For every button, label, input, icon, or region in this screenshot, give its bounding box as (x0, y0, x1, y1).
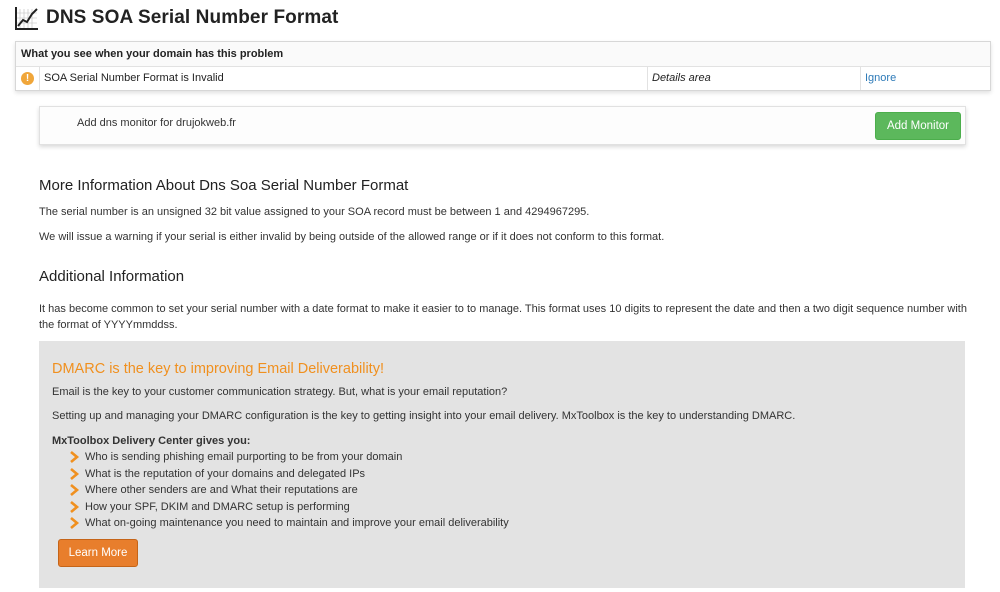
page-header (14, 4, 338, 32)
list-item: Where other senders are and What their reputations are (69, 482, 509, 499)
list-item: What on-going maintenance you need to maintain and improve your email deliverability (69, 515, 509, 532)
more-info-paragraph: The serial number is an unsigned 32 bit value assigned to your SOA record must be between 1 and 4294967295. (39, 206, 590, 218)
list-item: Who is sending phishing email purporting to be from your domain (69, 449, 509, 466)
benefits-list (69, 449, 509, 532)
chevron-right-icon (69, 468, 80, 480)
additional-info-paragraph: It has become common to set your serial number with a date format to make it easier to to manage. This format uses 10 digits to represent the date and then a two digit sequence number with the format of YYYYmmddss. (39, 303, 967, 331)
table-row (16, 67, 990, 90)
learn-more-button[interactable]: Learn More (58, 539, 138, 567)
delivery-center-title: MxToolbox Delivery Center gives you: (52, 435, 251, 447)
ignore-link[interactable]: Ignore (865, 72, 897, 84)
more-info-title: More Information About Dns Soa Serial Number Format (39, 177, 409, 194)
warning-icon: ! (21, 72, 34, 85)
dmarc-title: DMARC is the key to improving Email Deliverability! (52, 361, 384, 377)
add-monitor-button[interactable]: Add Monitor (875, 112, 961, 140)
chevron-right-icon (69, 517, 80, 529)
problem-table (15, 41, 991, 91)
chevron-right-icon (69, 451, 80, 463)
more-info-paragraph: We will issue a warning if your serial is either invalid by being outside of the allowed range or if it does not conform to this format. (39, 231, 665, 243)
list-item: What is the reputation of your domains and delegated IPs (69, 466, 509, 483)
chart-icon (14, 5, 40, 31)
details-area: Details area (648, 67, 861, 90)
problem-name: SOA Serial Number Format is Invalid (40, 67, 648, 90)
dmarc-paragraph: Setting up and managing your DMARC configuration is the key to getting insight into your email delivery. MxToolbox is the key to understanding DMARC. (52, 410, 796, 422)
monitor-text: Add dns monitor for drujokweb.fr (77, 117, 236, 129)
list-item: How your SPF, DKIM and DMARC setup is performing (69, 499, 509, 516)
page-title: DNS SOA Serial Number Format (46, 7, 339, 28)
dmarc-promo (39, 341, 965, 588)
additional-info-title: Additional Information (39, 268, 185, 285)
chevron-right-icon (69, 484, 80, 496)
chevron-right-icon (69, 501, 80, 513)
add-monitor-panel (39, 106, 966, 145)
dmarc-paragraph: Email is the key to your customer communication strategy. But, what is your email reputation? (52, 386, 508, 398)
problem-table-heading: What you see when your domain has this problem (16, 42, 990, 67)
